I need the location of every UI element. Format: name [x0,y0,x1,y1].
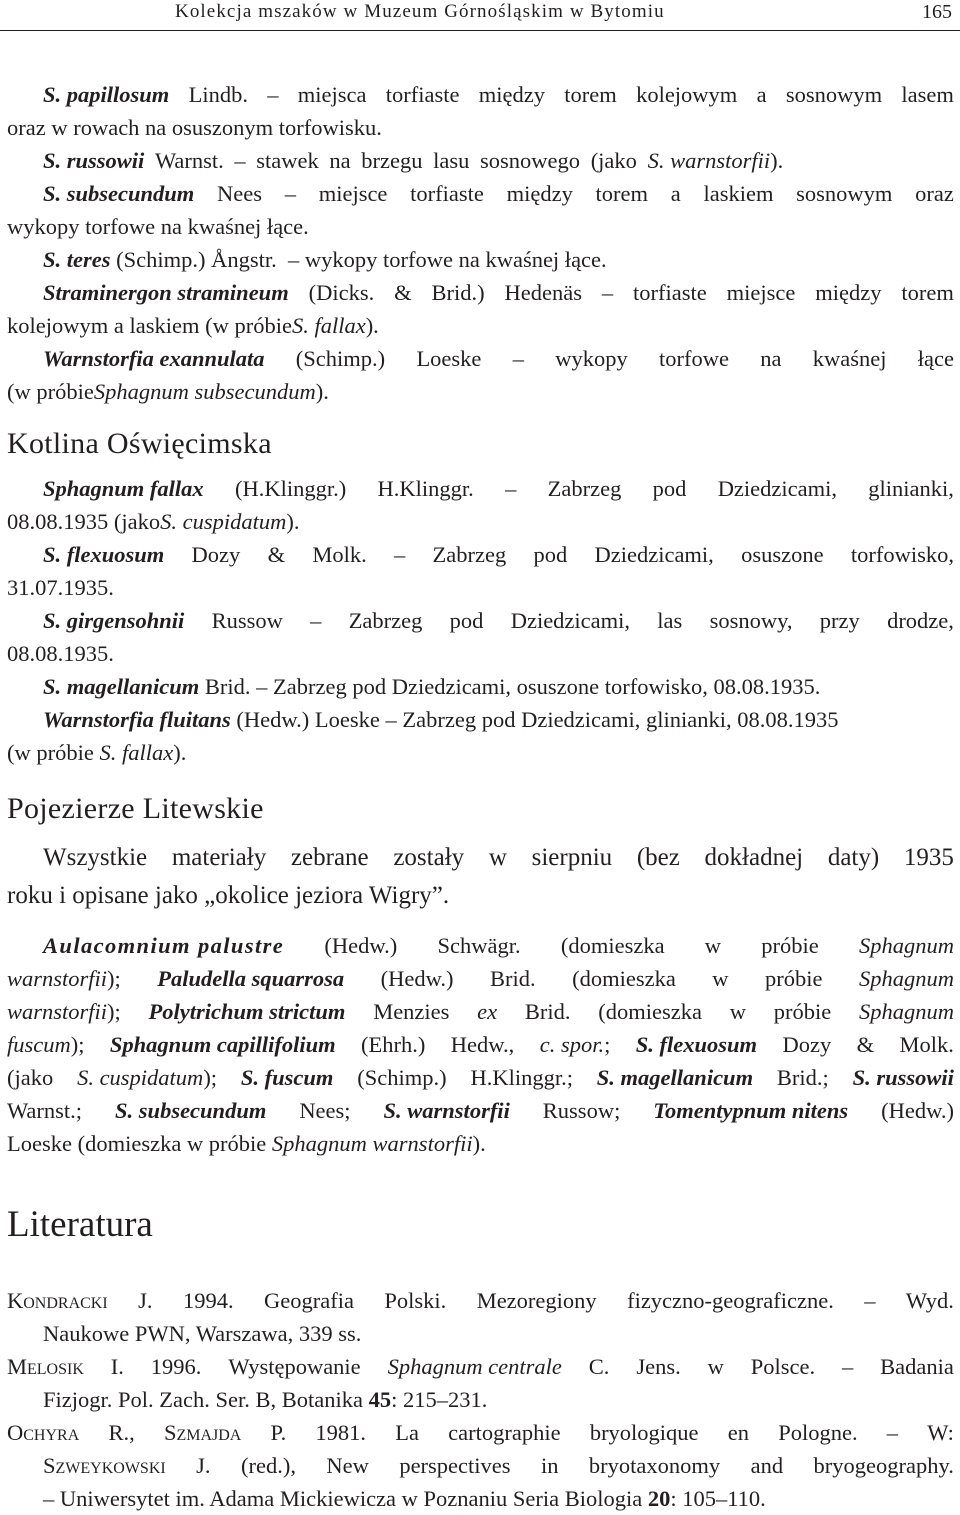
word: daty) [827,844,880,871]
word-group [7,962,121,995]
word: pod [652,476,687,501]
running-title: Kolekcja mszaków w Muzeum Górnośląskim w Bytomiu [175,1,665,22]
reference-line [7,1284,954,1317]
species-name: S. subsecundum [115,1098,267,1123]
spacer [7,1160,954,1202]
line-filler [794,144,954,177]
word: – [234,148,246,173]
word: – [310,608,322,633]
authority: (Schimp.) Ångstr. [116,247,277,272]
word: (Hedw.) [881,1098,954,1123]
text-line [7,78,954,111]
species-name: fuscum [7,1032,71,1057]
word: ); [70,1032,85,1057]
line-text: : 215–231. [391,1387,488,1412]
word-group [7,995,121,1028]
word: lasu [433,148,470,173]
word: (jako [590,148,637,173]
word: w [729,999,747,1024]
word: Polski. [384,1288,447,1313]
word: R., [108,1420,135,1445]
word: cartographie [448,1420,561,1445]
word: bryologique [589,1420,699,1445]
text-line [7,929,954,962]
word: & [856,1032,875,1057]
reference-line [7,1482,954,1515]
word: Brid. [490,966,536,991]
species-name: S. papillosum [43,82,170,107]
word: brzegu [361,148,423,173]
text-line [7,243,954,276]
word: stawek [256,148,319,173]
word: sosnowego [480,148,581,173]
spacer [7,915,954,929]
text-line [7,571,954,604]
species-name: S. warnstorfii [647,148,771,173]
word: próbie [765,966,823,991]
species-name: S. cuspidatum [160,509,287,534]
word: torfowisko, [850,542,954,567]
word: Dziedzicami, [510,608,631,633]
line-text: (Hedw.) Loeske – Zabrzeg pod Dziedzicami, glinianki, 08.08.1935 [230,707,839,732]
page-header [0,0,960,31]
spacer [7,829,954,839]
word: miejsce [318,181,388,206]
species-name: S. magellanicum [596,1065,754,1090]
author-name: Melosik [7,1354,84,1379]
word: torem [595,181,649,206]
reference-line [7,1449,954,1482]
word: J. [196,1453,211,1478]
line-text: Naukowe PWN, Warszawa, 339 ss. [43,1321,362,1346]
word: in [540,1453,559,1478]
section-heading-literatura: Literatura [7,1204,153,1245]
line-text: – Uniwersytet im. Adama Mickiewicza w Poznaniu Seria Biologia [43,1486,648,1511]
text-line [7,375,954,408]
word: Schwägr. [437,933,521,958]
word: Występowanie [228,1354,361,1379]
section-heading-pojezierze: Pojezierze Litewskie [7,792,264,825]
species-list-2 [7,472,954,769]
species-name: Sphagnum fallax [43,476,204,501]
word: wykopy [555,346,628,371]
word: Dziedzicami, [717,476,837,501]
word: & [394,280,412,305]
word: bryotaxonomy [588,1453,721,1478]
text-line [7,276,954,309]
author-name: Szmajda [163,1420,242,1445]
word: lasem [901,82,954,107]
species-name: Aulacomnium palustre [43,933,285,958]
section-heading-kotlina: Kotlina Oświęcimska [7,427,272,460]
spacer [7,769,954,789]
word: między [478,82,546,107]
word-group [7,1028,85,1061]
volume-number: 45 [368,1387,392,1412]
word: drodze, [887,608,954,633]
word: I. [110,1354,124,1379]
word: próbie [773,999,832,1024]
word: sosnowy, [709,608,793,633]
word: (bez [636,844,680,871]
reference-line [7,1317,954,1350]
word: przy [819,608,860,633]
word: P. [270,1420,287,1445]
species-name: S. girgensohnii [43,608,185,633]
species-name: Sphagnum centrale [387,1354,562,1379]
word: 1996. [150,1354,202,1379]
word: (Schimp.) [357,1065,447,1090]
word: a [756,82,767,107]
text-line [7,995,954,1028]
word: pod [533,542,568,567]
word: Pologne. [778,1420,858,1445]
word: W: [927,1420,954,1445]
word: w [488,844,507,871]
word: C. [588,1354,610,1379]
word: Zabrzeg [547,476,622,501]
word: osuszone [741,542,824,567]
species-name: Sphagnum capillifolium [109,1032,336,1057]
word: laskiem [703,181,774,206]
word: sosnowym [785,82,883,107]
word: Badania [880,1354,954,1379]
word: ). [770,148,784,173]
word: – [267,82,279,107]
word: & [267,542,286,567]
species-name: Sphagnum [859,999,954,1024]
word: bryogeography. [813,1453,954,1478]
word-group [77,1061,217,1094]
line-text: ). [173,740,187,765]
text-line [7,1094,954,1127]
text-line [7,839,954,877]
word: Lindb. [188,82,248,107]
species-name: S. fuscum [240,1065,334,1090]
article-body [7,78,954,1515]
word: Nees [217,181,263,206]
word: Hedenäs [504,280,582,305]
line-text: (w próbie [7,379,94,404]
word: (Ehrh.) [361,1032,426,1057]
word: kwaśnej [812,346,887,371]
word: 1994. [182,1288,234,1313]
volume-number: 20 [647,1486,671,1511]
word: ); [107,966,121,991]
text-line [7,538,954,571]
species-name: S. flexuosum [635,1032,758,1057]
text-line [7,309,954,342]
line-text: – wykopy torfowe na kwaśnej łące. [288,247,607,272]
line-text: Brid. – Zabrzeg pod Dziedzicami, osuszone torfowisko, 08.08.1935. [199,674,821,699]
text-line [7,144,954,177]
word: and [750,1453,784,1478]
word-group [540,1028,611,1061]
word: 1935 [903,844,954,871]
word: (domieszka [572,966,676,991]
reference-line [7,1350,954,1383]
line-text: 08.08.1935. [7,641,114,666]
species-name: Paludella squarrosa [157,966,345,991]
word: Russow; [542,1098,621,1123]
spacer [7,1248,954,1284]
line-text: (w próbie [7,740,100,765]
word: Geografia [263,1288,354,1313]
line-text: roku i opisane jako „okolice jeziora Wigry”. [7,882,450,909]
word: Wyd. [905,1288,954,1313]
line-text: ). [472,1131,486,1156]
species-name: Warnstorfia exannulata [43,346,265,371]
word: dokładnej [704,844,804,871]
species-name: S. russowii [852,1065,954,1090]
species-name: warnstorfii [7,999,108,1024]
word: pod [449,608,484,633]
word: perspectives [399,1453,511,1478]
word: en [727,1420,749,1445]
text-line [7,1127,954,1160]
word: fizyczno-geograficzne. [627,1288,834,1313]
text-line [7,342,954,375]
text-line [7,177,954,210]
word: ex [477,999,498,1024]
word: glinianki, [868,476,954,501]
word: Molk. [312,542,367,567]
word: torem [901,280,954,305]
word: zostały [393,844,465,871]
word: Zabrzeg [432,542,507,567]
word: las [657,608,683,633]
species-name: Tomentypnum nitens [653,1098,849,1123]
word: torfowe [658,346,729,371]
word: (domieszka [598,999,703,1024]
word: Brid. [524,999,571,1024]
word: między [506,181,573,206]
text-line [7,1061,954,1094]
word: między [815,280,882,305]
word: na [329,148,351,173]
word: sosnowym [796,181,893,206]
text-line [7,637,954,670]
line-text: ). [315,379,329,404]
species-name: S. cuspidatum [77,1065,204,1090]
species-name: S. subsecundum [43,181,195,206]
text-line [7,736,954,769]
word: (Hedw.) [380,966,454,991]
species-name: Sphagnum subsecundum [93,379,316,404]
species-name: Polytrichum strictum [148,999,346,1024]
word: Warnst. [154,148,224,173]
word: w [712,966,729,991]
word: miejsca [297,82,367,107]
word: Dozy [191,542,241,567]
word: a [670,181,681,206]
text-line [7,111,954,144]
word: ); [107,999,121,1024]
text-line [7,703,954,736]
word: (H.Klinggr.) [234,476,347,501]
word: Brid.) [431,280,485,305]
reference-line [7,1416,954,1449]
species-list-3 [7,839,954,1160]
word: Dziedzicami, [594,542,714,567]
word: w [707,1354,724,1379]
line-text: Fizjogr. Pol. Zach. Ser. B, Botanika [43,1387,369,1412]
word: ); [203,1065,218,1090]
word: Menzies [373,999,450,1024]
word: na [760,346,782,371]
word: – [512,346,524,371]
line-text: wykopy torfowe na kwaśnej łące. [7,214,309,239]
species-name: warnstorfii [7,966,108,991]
word: – [886,1420,899,1445]
word: 1981. [315,1420,367,1445]
word: (Hedw.) [324,933,398,958]
text-line [7,670,954,703]
word: H.Klinggr. [377,476,474,501]
word: torfiaste [410,181,484,206]
author-name: Ochyra [7,1420,80,1445]
author-name: Kondracki [7,1288,108,1313]
word: Molk. [899,1032,954,1057]
word: zebrane [290,844,369,871]
species-name: Sphagnum [858,966,954,991]
line-text: oraz w rowach na osuszonym torfowisku. [7,115,382,140]
word: łące [917,346,954,371]
word: Loeske [416,346,482,371]
line-text: ). [286,509,300,534]
word: Mezoregiony [476,1288,597,1313]
species-name: S. flexuosum [43,542,165,567]
line-text: kolejowym a laskiem (w próbie [7,313,292,338]
species-list-1 [7,78,954,408]
word: torfiaste [385,82,460,107]
word: kolejowym [636,82,738,107]
line-text: 08.08.1935 (jako [7,509,161,534]
word: sierpniu [531,844,613,871]
word: (Schimp.) [295,346,386,371]
word: J. [138,1288,153,1313]
word-group [648,144,784,177]
word: Dozy [782,1032,832,1057]
word: H.Klinggr.; [470,1065,573,1090]
word: materiały [171,844,267,871]
word: miejsce [726,280,796,305]
word: La [395,1420,419,1445]
species-name: Straminergon stramineum [43,280,289,305]
word: – [601,280,614,305]
reference-line [7,1383,954,1416]
reference-list [7,1284,954,1515]
text-line [7,1028,954,1061]
text-line [7,604,954,637]
species-name: Warnstorfia fluitans [43,707,231,732]
word: Wszystkie [43,844,148,871]
word: Russow [211,608,283,633]
word: torem [564,82,617,107]
word: w [704,933,722,958]
species-name: S. fallax [291,313,366,338]
species-name: S. magellanicum [43,674,200,699]
species-name: S. fallax [99,740,174,765]
text-line [7,210,954,243]
word: Zabrzeg [348,608,423,633]
word: torfiaste [633,280,707,305]
word: (jako [7,1065,54,1090]
word: Polsce. [750,1354,816,1379]
species-name: Sphagnum [858,933,954,958]
word: – [394,542,406,567]
text-line [7,877,954,915]
word: c. spor. [539,1032,605,1057]
text-line [7,962,954,995]
word: New [326,1453,369,1478]
word: – [842,1354,854,1379]
word: Warnst.; [7,1098,83,1123]
text-line [7,505,954,538]
word: – [505,476,517,501]
spacer [7,408,954,424]
species-name: S. russowii [43,148,145,173]
word: próbie [761,933,819,958]
word: Jens. [636,1354,681,1379]
word: (red.), [240,1453,296,1478]
line-text: Loeske (domieszka w próbie [7,1131,272,1156]
word: Hedw., [450,1032,515,1057]
line-text: ). [365,313,379,338]
line-text: 31.07.1935. [7,575,114,600]
spacer [7,464,954,472]
word: ; [604,1032,611,1057]
author-name: Szweykowski [43,1453,166,1478]
word: (domieszka [560,933,665,958]
species-name: Sphagnum warnstorfii [271,1131,473,1156]
word: Brid.; [776,1065,829,1090]
line-text: : 105–110. [670,1486,766,1511]
text-line [7,472,954,505]
word: Nees; [299,1098,351,1123]
word: – [284,181,296,206]
word: – [864,1288,876,1313]
word: (Dicks. [308,280,375,305]
species-name: S. teres [43,247,111,272]
species-name: S. warnstorfii [383,1098,510,1123]
page-number: 165 [922,1,952,23]
word: oraz [915,181,954,206]
